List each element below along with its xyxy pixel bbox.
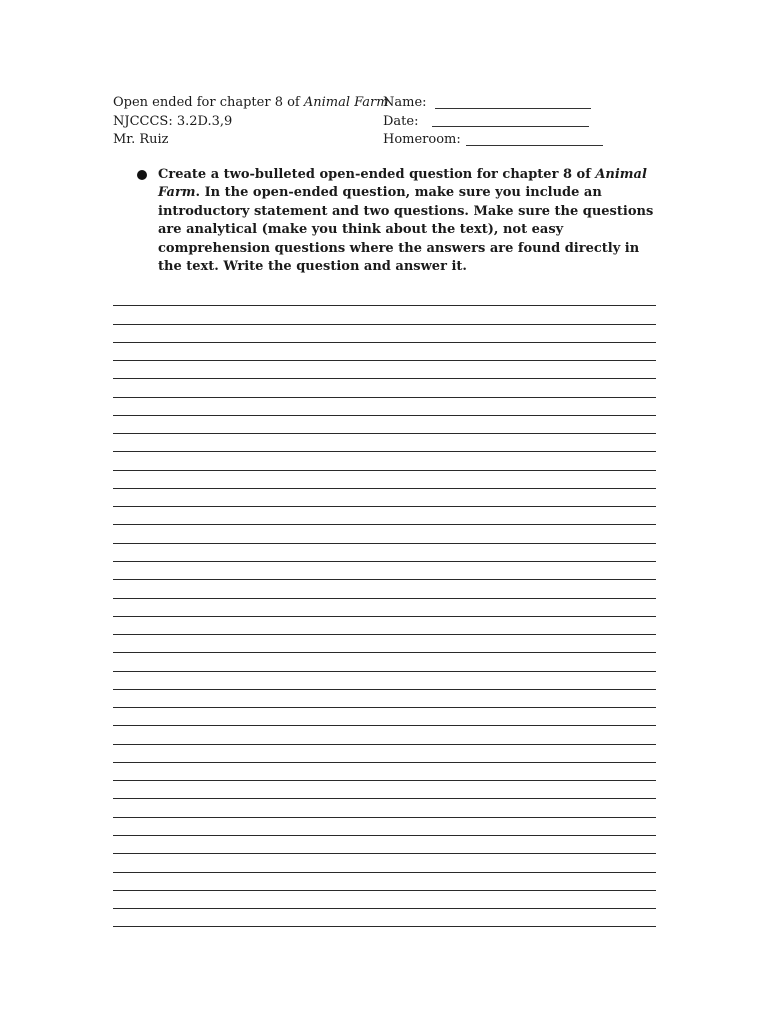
answer-line[interactable] — [113, 854, 656, 872]
answer-line[interactable] — [113, 379, 656, 397]
answer-line[interactable] — [113, 690, 656, 708]
answer-line[interactable] — [113, 781, 656, 799]
answer-line[interactable] — [113, 891, 656, 909]
answer-line[interactable] — [113, 726, 656, 744]
name-field-row — [383, 94, 603, 113]
answer-line[interactable] — [113, 745, 656, 763]
answer-line[interactable] — [113, 325, 656, 343]
bullet-icon — [137, 170, 147, 180]
date-field-row — [383, 113, 603, 132]
answer-line[interactable] — [113, 617, 656, 635]
answer-line[interactable] — [113, 653, 656, 671]
answer-line[interactable] — [113, 525, 656, 543]
answer-line[interactable] — [113, 544, 656, 562]
answer-line[interactable] — [113, 799, 656, 817]
date-blank[interactable] — [432, 114, 589, 127]
answer-line[interactable] — [113, 434, 656, 452]
answer-line[interactable] — [113, 873, 656, 891]
answer-lines[interactable] — [113, 288, 656, 927]
answer-line[interactable] — [113, 452, 656, 470]
answer-line[interactable] — [113, 580, 656, 598]
answer-line[interactable] — [113, 288, 656, 306]
homeroom-blank[interactable] — [466, 133, 603, 146]
answer-line[interactable] — [113, 361, 656, 379]
answer-line[interactable] — [113, 599, 656, 617]
student-info-fields — [383, 94, 603, 150]
date-label: Date: — [383, 113, 419, 129]
name-label: Name: — [383, 95, 427, 110]
answer-line[interactable] — [113, 562, 656, 580]
answer-line[interactable] — [113, 672, 656, 690]
homeroom-label: Homeroom: — [383, 132, 461, 147]
assignment-title: Open ended for chapter 8 of Animal Farm — [113, 95, 389, 110]
book-title: Animal Farm — [303, 95, 389, 110]
answer-line[interactable] — [113, 416, 656, 434]
answer-line[interactable] — [113, 836, 656, 854]
answer-line[interactable] — [113, 708, 656, 726]
teacher-name: Mr. Ruiz — [113, 132, 169, 147]
answer-line[interactable] — [113, 763, 656, 781]
answer-line[interactable] — [113, 635, 656, 653]
answer-line[interactable] — [113, 818, 656, 836]
answer-line[interactable] — [113, 471, 656, 489]
prompt-text: Create a two-bulleted open-ended question for chapter 8 of Animal Farm. In the open-ended question, make sure you include an introductory statement and two questions. Make sure the questions are analytical (make you think about the text), not easy comprehension questions where the answers are found directly in the text. Write the question and answer it. — [158, 167, 654, 275]
answer-line[interactable] — [113, 343, 656, 361]
answer-line[interactable] — [113, 909, 656, 927]
answer-line[interactable] — [113, 507, 656, 525]
answer-line[interactable] — [113, 306, 656, 324]
standards-code: NJCCCS: 3.2D.3,9 — [113, 113, 233, 129]
prompt-book-title: Animal Farm — [158, 167, 647, 201]
name-blank[interactable] — [435, 96, 591, 109]
answer-line[interactable] — [113, 489, 656, 507]
assignment-info — [113, 94, 389, 150]
homeroom-field-row — [383, 131, 603, 150]
answer-line[interactable] — [113, 398, 656, 416]
